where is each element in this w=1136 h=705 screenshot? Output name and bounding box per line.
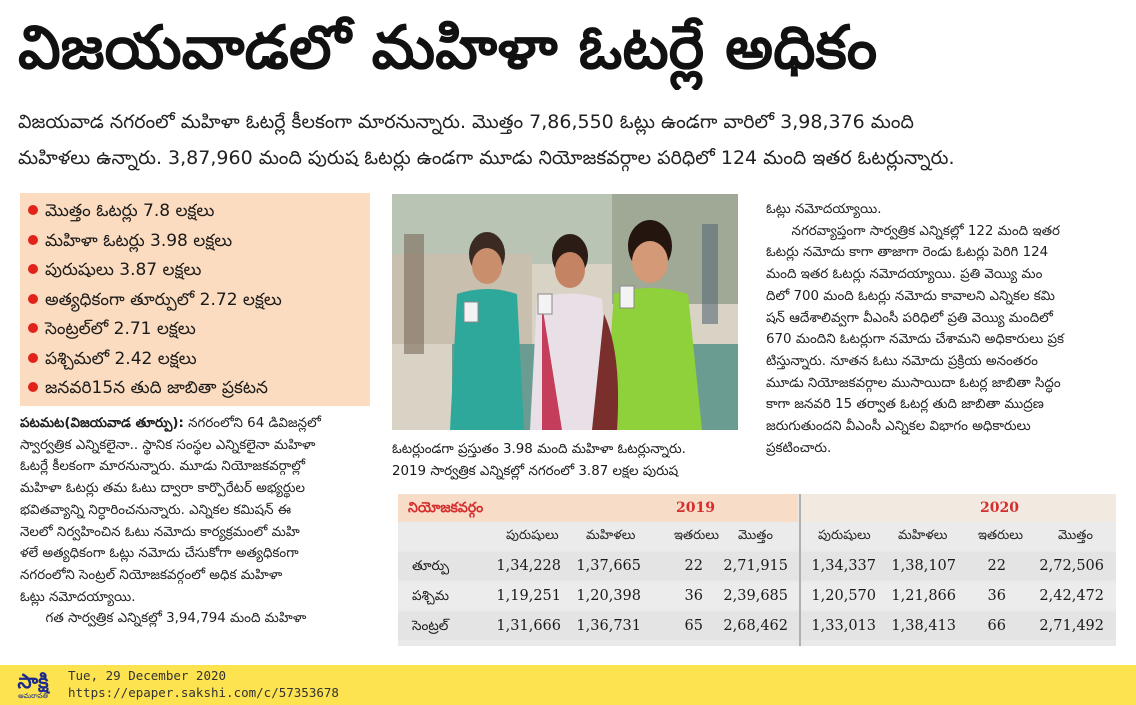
highlight-item — [28, 197, 362, 227]
subheader-cell: మొత్తం — [738, 528, 773, 543]
article-line: కాగా జనవరి 15 తర్వాత ఓటర్ల తుది జాబితా ముద్రణ — [766, 397, 1044, 413]
photo-caption — [392, 439, 742, 482]
year-2020: 2020 — [980, 500, 1019, 516]
article-line: స్వార్వత్రిక ఎన్నికలైనా.. స్థానిక సంస్థల ఎన్నికలైనా మహిళా — [20, 437, 316, 453]
bullet-icon — [28, 353, 38, 363]
table-row — [398, 552, 1116, 580]
voters-photo-icon — [392, 194, 738, 430]
subheader-cell: ఇతరులు — [978, 528, 1023, 543]
photo-illustration — [392, 194, 738, 430]
highlight-text: సెంట్రల్‌లో 2.71 లక్షలు — [45, 319, 196, 339]
highlights-box — [20, 193, 370, 406]
table-cell: 2,72,506 — [1039, 558, 1104, 574]
article-line: టిస్తున్నారు. నూతన ఓటు నమోదు ప్రక్రియ అనంతరం — [766, 353, 1038, 369]
article-line: ప్రకటించారు. — [766, 440, 832, 456]
sakshi-logo[interactable] — [4, 669, 62, 701]
footer-bar — [0, 665, 1136, 705]
table-cell: 1,38,107 — [891, 558, 956, 574]
publication-date: Tue, 29 December 2020 — [68, 668, 227, 683]
subheader-cell: ఇతరులు — [674, 528, 719, 543]
highlight-item — [28, 286, 362, 316]
highlight-text: అత్యధికంగా తూర్పులో 2.72 లక్షలు — [45, 289, 282, 310]
highlight-text: జనవరి15న తుది జాబితా ప్రకటన — [45, 378, 268, 398]
table-cell: 22 — [987, 558, 1006, 574]
table-cell: 1,19,251 — [496, 588, 561, 604]
table-cell: 2,68,462 — [723, 618, 788, 634]
highlight-item — [28, 227, 362, 257]
epaper-link[interactable]: https://epaper.sakshi.com/c/57353678 — [68, 685, 339, 700]
bullet-icon — [28, 382, 38, 392]
article-left-column — [20, 413, 372, 630]
highlight-item — [28, 315, 362, 345]
logo-subtitle: అమరావతి — [18, 692, 48, 700]
table-cell: 1,38,413 — [891, 618, 956, 634]
year-2019: 2019 — [676, 500, 715, 516]
footer-meta — [68, 667, 339, 701]
headline: విజయవాడలో మహిళా ఓటర్లే అధికం — [18, 13, 878, 83]
highlight-text: పురుషులు 3.87 లక్షలు — [45, 260, 202, 280]
highlight-text: మొత్తం ఓటర్లు 7.8 లక్షలు — [45, 201, 215, 221]
table-row — [398, 612, 1116, 640]
caption-line: 2019 సార్వత్రిక ఎన్నికల్లో నగరంలో 3.87 లక్షల పురుష — [392, 463, 679, 479]
subheader-row — [398, 522, 1116, 550]
bullet-icon — [28, 205, 38, 215]
article-line: షన్ ఆదేశాలివ్వగా వీఎంసీ పరిధిలో ప్రతి వెయ్యి మందిలో — [766, 310, 1053, 326]
table-cell: 1,31,666 — [496, 618, 561, 634]
table-cell: 65 — [684, 618, 703, 634]
row-name: సెంట్రల్ — [412, 618, 449, 634]
subheader-cell: మహిళలు — [898, 528, 948, 543]
table-cell: 2,42,472 — [1039, 588, 1104, 604]
highlight-item — [28, 256, 362, 286]
subheader-cell: పురుషులు — [818, 528, 871, 543]
highlight-item — [28, 345, 362, 375]
table-cell: 1,34,337 — [811, 558, 876, 574]
article-line: గత సార్వత్రిక ఎన్నికల్లో 3,94,794 మంది మహిళా — [20, 611, 307, 627]
intro-line: విజయవాడ నగరంలో మహిళా ఓటర్లే కీలకంగా మారనున్నారు. మొత్తం 7,86,550 ఓట్లు ఉండగా వారిలో 3,98,376 మంది — [18, 111, 914, 133]
article-line: మంది ఇతర ఓటర్లు నమోదయ్యాయి. ప్రతి వెయ్యి మం — [766, 267, 1043, 283]
table-cell: 66 — [987, 618, 1006, 634]
intro-line: మహిళలు ఉన్నారు. 3,87,960 మంది పురుష ఓటర్లు ఉండగా మూడు నియోజకవర్గాల పరిధిలో 124 మంది ఇతర ఓటర్లున్నారు. — [18, 147, 955, 169]
article-line: ఓటర్లు నమోదు కాగా తాజాగా రెండు ఓటర్లు పెరిగి 124 — [766, 245, 1049, 261]
table-divider — [799, 494, 801, 646]
subheader-cell: మహిళలు — [586, 528, 636, 543]
article-line: 670 మందిని ఓటర్లుగా నమోదు చేశామని అధికారులు ప్రక — [766, 332, 1065, 348]
caption-line: ఓటర్లుండగా ప్రస్తుతం 3.98 మంది మహిళా ఓటర్లున్నారు. — [392, 442, 686, 457]
table-cell: 1,20,398 — [576, 588, 641, 604]
table-cell: 2,71,915 — [723, 558, 788, 574]
article-line: భవితవ్యాన్ని నిర్ధారించనున్నారు. ఎన్నికల కమిషన్ ఈ — [20, 502, 292, 518]
highlight-text: మహిళా ఓటర్లు 3.98 లక్షలు — [45, 230, 233, 251]
table-cell: 1,34,228 — [496, 558, 561, 574]
table-cell: 22 — [684, 558, 703, 574]
article-line: నగరవ్యాప్తంగా సార్వత్రిక ఎన్నికల్లో 122 మంది ఇతర — [766, 223, 1060, 239]
table-cell: 1,20,570 — [811, 588, 876, 604]
table-cell: 2,39,685 — [723, 588, 788, 604]
table-header-2020 — [801, 494, 1116, 522]
article-line: మహిళా ఓటర్లు తమ ఓటు ద్వారా కార్పొరేటర్ అభ్యర్థుల — [20, 481, 305, 497]
article-line: నెలలో నిర్వహించిన ఓటు నమోదు కార్యక్రమంలో మహి — [20, 524, 300, 540]
table-cell: 36 — [987, 588, 1006, 604]
article-line: మూడు నియోజకవర్గాల ముసాయిదా ఓటర్ల జాబితా సిద్ధం — [766, 375, 1061, 391]
table-cell: 2,71,492 — [1039, 618, 1104, 634]
row-name: పశ్చిమ — [412, 588, 449, 604]
highlight-item — [28, 374, 362, 404]
article-right-column — [766, 199, 1122, 459]
table-cell: 1,33,013 — [811, 618, 876, 634]
highlight-text: పశ్చిమలో 2.42 లక్షలు — [45, 348, 197, 369]
table-cell: 1,21,866 — [891, 588, 956, 604]
subheader-cell: మొత్తం — [1058, 528, 1093, 543]
table-row — [398, 582, 1116, 610]
article-line: నగరంలోని 64 డివిజన్లలో — [183, 416, 321, 431]
article-line: నగరంలోని సెంట్రల్ నియోజకవర్గంలో అధిక మహిళా — [20, 567, 283, 583]
bullet-icon — [28, 323, 38, 333]
bullet-icon — [28, 235, 38, 245]
row-name: తూర్పు — [412, 558, 450, 574]
table-cell: 1,36,731 — [576, 618, 641, 634]
table-cell: 36 — [684, 588, 703, 604]
article-line: దిలో 700 మంది ఓటర్లు నమోదు కావాలని ఎన్నికల కమి — [766, 288, 1055, 304]
article-line: జరుగుతుందని వీఎంసీ ఎన్నికల విభాగం అధికారులు — [766, 419, 1031, 435]
article-line: ఓటర్లే కీలకంగా మారనున్నారు. మూడు నియోజకవర్గాల్లో — [20, 459, 305, 475]
dateline: పటమట(విజయవాడ తూర్పు): — [20, 416, 184, 431]
bullet-icon — [28, 294, 38, 304]
constituency-header: నియోజకవర్గం — [408, 500, 484, 516]
logo-text: సాక్షి — [17, 669, 49, 693]
voter-statistics-table — [398, 494, 1116, 646]
article-line: ఓట్లు నమోదయ్యాయి. — [766, 202, 882, 217]
table-cell: 1,37,665 — [576, 558, 641, 574]
article-line: ళలే అత్యధికంగా ఓట్లు నమోదు చేసుకోగా అత్యధికంగా — [20, 546, 299, 562]
subheader-cell: పురుషులు — [506, 528, 559, 543]
article-line: ఓట్లు నమోదయ్యాయి. — [20, 589, 136, 605]
bullet-icon — [28, 264, 38, 274]
intro-paragraph — [18, 104, 1123, 176]
